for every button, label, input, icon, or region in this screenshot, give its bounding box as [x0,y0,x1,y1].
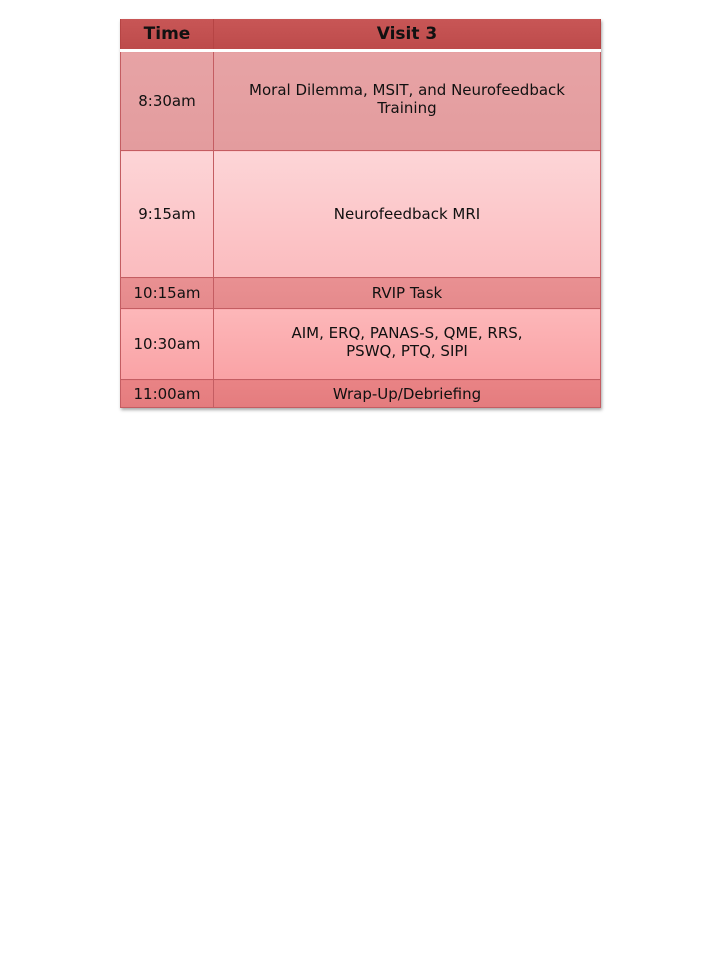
table-header-row [121,19,601,51]
activity-cell [214,51,601,151]
activity-text: AIM, ERQ, PANAS-S, QME, RRS, PSWQ, PTQ, SIPI [291,324,523,360]
activity-text: Moral Dilemma, MSIT, and Neurofeedback Training [249,81,565,117]
time-column-header: Time [121,19,214,51]
activity-cell: Wrap-Up/Debriefing [214,380,601,408]
table-row [121,51,601,151]
table-row [121,309,601,380]
time-cell: 9:15am [121,151,214,278]
time-cell: 10:30am [121,309,214,380]
time-cell: 10:15am [121,278,214,309]
table-row [121,151,601,278]
time-cell: 8:30am [121,51,214,151]
activity-cell [214,309,601,380]
visit-schedule-table [120,19,601,408]
activity-cell: Neurofeedback MRI [214,151,601,278]
table-row [121,380,601,408]
visit-column-header: Visit 3 [214,19,601,51]
time-cell: 11:00am [121,380,214,408]
table-row [121,278,601,309]
activity-cell: RVIP Task [214,278,601,309]
